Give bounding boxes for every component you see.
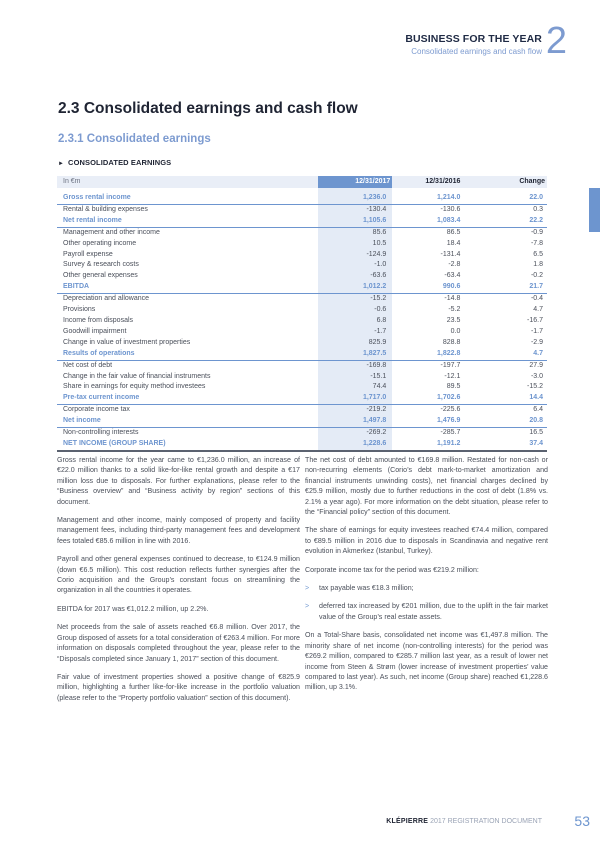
value-change: 22.2 (462, 216, 547, 227)
value-2017: 74.4 (318, 382, 392, 393)
table-row (57, 282, 547, 293)
header-2017: 12/31/2017 (318, 176, 392, 188)
value-2016: 1,822.8 (392, 349, 462, 360)
value-2017: 825.9 (318, 338, 392, 349)
value-change: 22.0 (462, 193, 547, 204)
chapter-number: 2 (545, 20, 567, 62)
table-row (57, 382, 547, 393)
value-2017: 1,236.0 (318, 193, 392, 204)
section-title: 2.3 Consolidated earnings and cash flow (58, 100, 358, 117)
bullet-text: deferred tax increased by €201 million, due to the uplift in the fair market value of the Group’s real estate assets. (319, 602, 548, 621)
value-change: 6.4 (533, 406, 543, 414)
value-change: 4.7 (462, 349, 547, 360)
consolidated-earnings-table (57, 176, 547, 452)
footer-year: 2017 (430, 818, 446, 825)
header-subtitle: Consolidated earnings and cash flow (411, 47, 542, 56)
value-2017: 6.8 (318, 316, 392, 327)
value-2016: 1,083.4 (392, 216, 462, 227)
table-header-row (57, 176, 547, 188)
value-2017: -124.9 (318, 250, 392, 261)
row-label: Rental & building expenses (63, 205, 148, 213)
paragraph: On a Total-Share basis, consolidated net income was €1,497.8 million. The minority share of net income (non-controlling interests) for the period was €269.2 million, compared to €285.7 million last year, as a result of lower net income from Steen & Strøm (lower increase of investment properties’ value compared to last year). As such, net income (Group share) reached €1,228.6 million, up 3.1%. (305, 631, 548, 692)
value-2017: 1,012.2 (318, 282, 392, 293)
value-change: 21.7 (462, 282, 547, 293)
paragraph: The share of earnings for equity investees reached €74.4 million, compared to €89.5 million in 2016 due to disposals in Scandinavia and negative rent evolution in Akmerkez (Istanbul, Turkey). (305, 526, 548, 556)
table-row (57, 327, 547, 338)
paragraph: Gross rental income for the year came to €1,236.0 million, an increase of €22.0 million thanks to a solid like-for-like rental growth and despite a €17 million loss due to disposals. For further explanations, please refer to the “Business overview” and “Business activity by region” sections of this document. (57, 456, 300, 506)
row-label: Change in the fair value of financial instruments (63, 372, 211, 380)
row-label: Depreciation and allowance (63, 295, 149, 303)
value-2016: -12.1 (444, 372, 461, 380)
value-change: 14.4 (462, 393, 547, 404)
value-2016: -131.4 (440, 250, 461, 258)
value-2016: 1,191.2 (392, 439, 462, 451)
row-label: EBITDA (57, 282, 318, 293)
row-label: Goodwill impairment (63, 327, 127, 335)
paragraph: Fair value of investment properties showed a positive change of €825.9 million, highlighting a further like-for-like increase in the portfolio valuation (please refer to the “Property portfolio valuation” section of this document). (57, 672, 300, 702)
table-row (57, 405, 547, 416)
header-change: Change (462, 176, 547, 188)
value-2016: -5.2 (448, 306, 461, 314)
table-row (57, 439, 547, 451)
value-2017: 85.6 (318, 227, 392, 238)
row-label: Payroll expense (63, 250, 113, 258)
value-2017: -130.4 (318, 204, 392, 215)
table-row (57, 260, 547, 271)
value-2016: 89.5 (446, 383, 461, 391)
row-label: Corporate income tax (63, 406, 130, 414)
paragraph: The net cost of debt amounted to €169.8 million. Restated for non-cash or non-recurring elements (Corio’s debt mark-to-market amortization and financial instruments unwinding costs), net financial charges declined by €25.9 million, mostly due to further reductions in the cost of debt (1.8% vs. 2.1% a year ago). For more information on the debt situation, please refer to the “Financial policy” section of this document. (305, 456, 548, 517)
value-2016: 1,214.0 (392, 193, 462, 204)
header-2016: 12/31/2016 (392, 176, 462, 188)
bullet-item (305, 583, 548, 593)
row-label: Non-controlling interests (63, 429, 139, 437)
chevron-right-icon: > (305, 584, 310, 593)
table-row (57, 193, 547, 204)
value-change: 16.5 (529, 429, 543, 437)
table-row (57, 294, 547, 305)
row-label: Other operating income (63, 239, 137, 247)
value-2016: -63.4 (444, 272, 461, 280)
table-row (57, 271, 547, 282)
value-2016: -225.6 (440, 406, 461, 414)
table-row (57, 338, 547, 349)
value-2017: -1.0 (318, 260, 392, 271)
value-change: -1.7 (530, 327, 543, 335)
triangle-marker-icon: ► (58, 161, 65, 167)
value-2017: -15.2 (318, 294, 392, 305)
value-2016: 1,476.9 (392, 416, 462, 427)
value-change: -7.8 (530, 239, 543, 247)
table-title-text: CONSOLIDATED EARNINGS (68, 158, 172, 167)
row-label: Provisions (63, 306, 96, 314)
header-title: BUSINESS FOR THE YEAR (405, 33, 542, 45)
value-2016: -285.7 (440, 429, 461, 437)
value-2016: -130.6 (440, 205, 461, 213)
table-row (57, 349, 547, 360)
bullet-text: tax payable was €18.3 million; (319, 584, 414, 593)
value-2016: 0.0 (450, 327, 461, 335)
paragraph: Corporate income tax for the period was €219.2 million: (305, 565, 479, 574)
value-change: -0.4 (530, 295, 543, 303)
row-label: Gross rental income (57, 193, 318, 204)
value-change: -3.0 (530, 372, 543, 380)
chapter-side-tab (589, 188, 600, 232)
value-change: 20.8 (462, 416, 547, 427)
paragraph: Management and other income, mainly composed of property and facility management fees, including third-party management fees and development fees totaled €85.6 million in line with 2016. (57, 516, 300, 545)
table-row (57, 227, 547, 238)
value-change: 27.9 (529, 361, 543, 369)
row-label: Share in earnings for equity method investees (63, 383, 206, 391)
page-footer (386, 818, 542, 825)
value-change: 4.7 (533, 306, 543, 314)
row-label: Survey & research costs (63, 261, 139, 269)
value-2017: -63.6 (318, 271, 392, 282)
row-label: Other general expenses (63, 272, 138, 280)
table-row (57, 216, 547, 227)
value-2016: 1,702.6 (392, 393, 462, 404)
page-number: 53 (574, 813, 590, 829)
table-row (57, 316, 547, 327)
body-column-right (305, 455, 548, 701)
row-label: Results of operations (57, 349, 318, 360)
row-label: Income from disposals (63, 316, 134, 324)
paragraph: EBITDA for 2017 was €1,012.2 million, up 2.2%. (57, 604, 209, 613)
paragraph: Net proceeds from the sale of assets reached €6.8 million. Over 2017, the Group disposed of assets for a total consideration of €263.4 million. For more information on disposals completed throughout the year, please refer to the “Disposals completed since January 1, 2017” section of this document. (57, 623, 300, 663)
value-2017: -15.1 (318, 372, 392, 383)
value-2016: 990.6 (392, 282, 462, 293)
body-column-left (57, 455, 300, 711)
value-2017: 1,105.6 (318, 216, 392, 227)
value-2017: 1,497.8 (318, 416, 392, 427)
value-2016: -197.7 (440, 361, 461, 369)
row-label: NET INCOME (GROUP SHARE) (57, 439, 318, 451)
table-row (57, 250, 547, 261)
value-2017: -269.2 (318, 428, 392, 439)
value-change: -16.7 (527, 316, 543, 324)
value-2017: -1.7 (318, 327, 392, 338)
chevron-right-icon: > (305, 602, 310, 611)
table-row (57, 204, 547, 215)
value-2016: 828.8 (442, 338, 461, 346)
header-unit: In €m (57, 176, 318, 188)
table-row (57, 372, 547, 383)
value-2017: -169.8 (318, 360, 392, 371)
value-change: -2.9 (530, 338, 543, 346)
value-change: -0.9 (530, 228, 543, 236)
table-row (57, 360, 547, 371)
value-2016: -2.8 (448, 261, 461, 269)
table-row (57, 428, 547, 439)
row-label: Management and other income (63, 228, 160, 236)
value-2017: 1,228.6 (318, 439, 392, 451)
table-title (58, 158, 171, 167)
footer-doc: REGISTRATION DOCUMENT (447, 818, 542, 825)
value-2016: 23.5 (446, 316, 461, 324)
row-label: Net income (57, 416, 318, 427)
table-row (57, 416, 547, 427)
paragraph: Payroll and other general expenses continued to decrease, to €124.9 million (down €6.5 million). This cost reduction reflects further synergies after the Corio acquisition and the Group’s constant focus on streamlining the organization in all the countries it operates. (57, 555, 300, 595)
value-2017: 1,827.5 (318, 349, 392, 360)
value-2016: 86.5 (446, 228, 461, 236)
table-row (57, 239, 547, 250)
row-label: Net cost of debt (63, 361, 113, 369)
table-row (57, 305, 547, 316)
value-change: -0.2 (530, 272, 543, 280)
value-2017: 1,717.0 (318, 393, 392, 404)
value-2017: -219.2 (318, 405, 392, 416)
value-change: -15.2 (527, 383, 543, 391)
value-change: 1.8 (533, 261, 543, 269)
value-2016: 18.4 (446, 239, 461, 247)
value-2017: -0.6 (318, 305, 392, 316)
value-change: 6.5 (533, 250, 543, 258)
brand-logo: KLÉPIERRE (386, 818, 429, 825)
value-change: 0.3 (533, 205, 543, 213)
bullet-item (305, 601, 548, 622)
value-2016: -14.8 (444, 295, 461, 303)
value-change: 37.4 (462, 439, 547, 451)
subsection-title: 2.3.1 Consolidated earnings (58, 133, 211, 145)
row-label: Pre-tax current income (57, 393, 318, 404)
value-2017: 10.5 (318, 239, 392, 250)
table-row (57, 393, 547, 404)
running-header (405, 33, 542, 56)
row-label: Change in value of investment properties (63, 338, 191, 346)
row-label: Net rental income (57, 216, 318, 227)
